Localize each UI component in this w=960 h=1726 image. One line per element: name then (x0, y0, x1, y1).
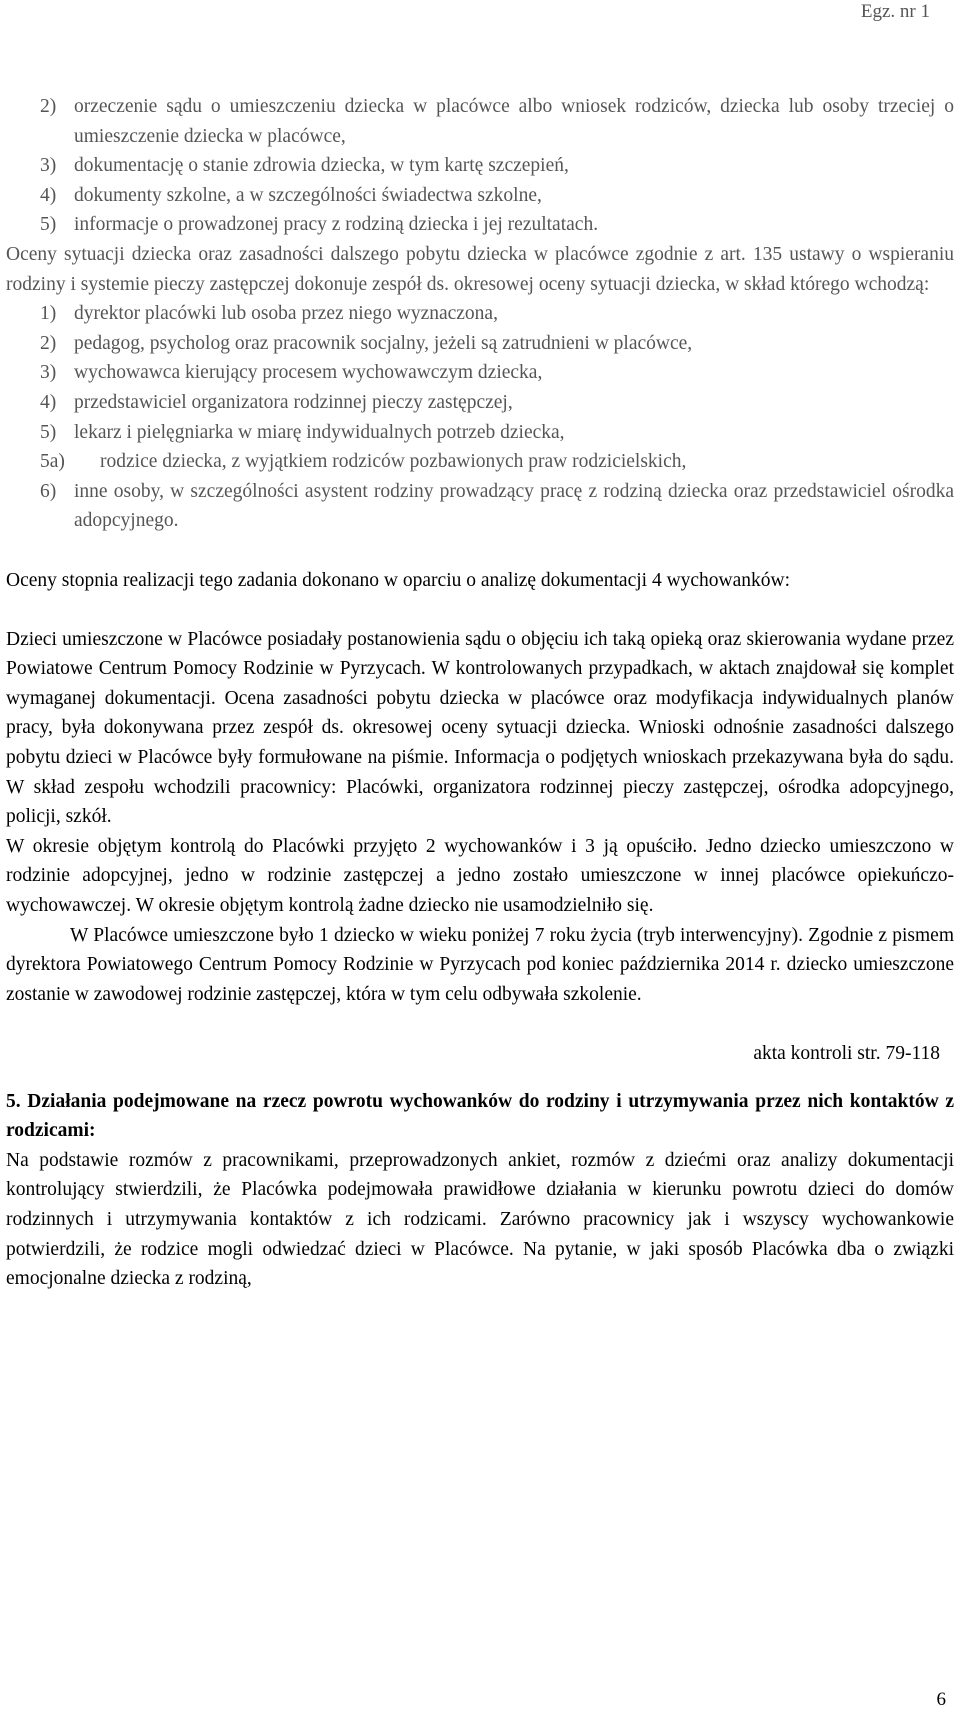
paragraph-team-assessment: Oceny sytuacji dziecka oraz zasadności dalszego pobytu dziecka w placówce zgodnie z art. 135 ustawy o wspieraniu rodziny i systemie pieczy zastępczej dokonuje zespół ds. okresowej oceny sytuacji dziecka, w skład którego wchodzą: (6, 243, 954, 295)
list-item-text: dokumentację o stanie zdrowia dziecka, w tym kartę szczepień, (74, 155, 569, 177)
list-item (6, 388, 954, 418)
list-item (6, 181, 954, 211)
paragraph-young-child: W Placówce umieszczone było 1 dziecko w wieku poniżej 7 roku życia (tryb interwencyjny). Zgodnie z pismem dyrektora Powiatowego Centrum Pomocy Rodzinie w Pyrzycach pod koniec października 2014 r. dziecko umieszczone zostanie w zawodowej rodzinie zastępczej, która w tym celu odbywała szkolenie. (6, 924, 954, 1005)
list-item-number: 5) (40, 214, 57, 236)
list-item-text: dyrektor placówki lub osoba przez niego wyznaczona, (74, 303, 498, 325)
list-item-number: 6) (40, 480, 57, 502)
list-item-number: 2) (40, 96, 57, 117)
document-body (6, 92, 954, 1294)
list-item-text: inne osoby, w szczególności asystent rodziny prowadzący pracę z rodziną dziecka oraz przedstawiciel ośrodka adopcyjnego. (74, 480, 954, 532)
list-item (6, 92, 954, 151)
list-item-number: 3) (40, 155, 57, 177)
spacer (6, 595, 954, 625)
section-5-heading: 5. Działania podejmowane na rzecz powrotu wychowanków do rodziny i utrzymywania przez nich kontaktów z rodzicami: (6, 1090, 954, 1142)
list-item-number: 1) (40, 303, 57, 325)
paragraph-admissions: W okresie objętym kontrolą do Placówki przyjęto 2 wychowanków i 3 ją opuściło. Jedno dziecko umieszczono w rodzinie adopcyjnej, jedno w rodzinie zastępczej a jedno zostało umieszczone w innej placówce opiekuńczo-wychowawczej. W okresie objętym kontrolą żadne dziecko nie usamodzielniło się. (6, 835, 954, 917)
team-members-list (6, 299, 954, 536)
list-item-text: informacje o prowadzonej pracy z rodziną dziecka i jej rezultatach. (74, 214, 599, 236)
spacer (6, 1069, 954, 1087)
list-item-text: lekarz i pielęgniarka w miarę indywidualnych potrzeb dziecka, (74, 421, 565, 443)
paragraph-analysis-scope: Oceny stopnia realizacji tego zadania dokonano w oparciu o analizę dokumentacji 4 wychowanków: (6, 569, 791, 591)
list-item-text: wychowawca kierujący procesem wychowawczym dziecka, (74, 362, 543, 384)
spacer (6, 536, 954, 566)
list-item (6, 151, 954, 181)
list-item-text: pedagog, psycholog oraz pracownik socjalny, jeżeli są zatrudnieni w placówce, (74, 332, 693, 354)
list-item-number: 4) (40, 184, 57, 206)
audit-files-reference: akta kontroli str. 79-118 (753, 1043, 940, 1064)
list-item (6, 358, 954, 388)
list-item (6, 447, 954, 477)
documents-list (6, 92, 954, 240)
list-item (6, 477, 954, 536)
copy-number-header: Egz. nr 1 (860, 1, 930, 22)
spacer (6, 1009, 954, 1039)
section-5-body: Na podstawie rozmów z pracownikami, przeprowadzonych ankiet, rozmów z dziećmi oraz analizy dokumentacji kontrolujący stwierdzili, że Placówka podejmowała prawidłowe działania w kierunku powrotu dzieci do domów rodzinnych i utrzymywania kontaktów z ich rodzicami. Zarówno pracownicy jak i wszyscy wychowankowie potwierdzili, że rodzice mogli odwiedzać dzieci w Placówce. Na pytanie, w jaki sposób Placówka dba o związki emocjonalne dziecka z rodziną, (6, 1149, 954, 1290)
list-item-text: orzeczenie sądu o umieszczeniu dziecka w placówce albo wniosek rodziców, dziecka lub osoby trzeciej o umieszczenie dziecka w placówce, (74, 96, 954, 147)
list-item (6, 299, 954, 329)
list-item (6, 418, 954, 448)
list-item (6, 210, 954, 240)
paragraph-children-placed: Dzieci umieszczone w Placówce posiadały postanowienia sądu o objęciu ich taką opieką oraz skierowania wydane przez Powiatowe Centrum Pomocy Rodzinie w Pyrzycach. W kontrolowanych przypadkach, w aktach znajdował się komplet wymaganej dokumentacji. Ocena zasadności pobytu dziecka w placówce oraz modyfikacja indywidualnych planów pracy, była dokonywana przez zespół ds. okresowej oceny sytuacji dziecka. Wnioski odnośnie zasadności dalszego pobytu dzieci w Placówce były formułowane na piśmie. Informacja o podjętych wnioskach przekazywana była do sądu. W skład zespołu wchodzili pracownicy: Placówki, organizatora rodzinnej pieczy zastępczej, ośrodka adopcyjnego, policji, szkół. (6, 628, 954, 828)
list-item-number: 2) (40, 332, 57, 354)
list-item-number: 5a) (40, 451, 65, 473)
list-item-text: dokumenty szkolne, a w szczególności świadectwa szkolne, (74, 184, 542, 206)
list-item-text: rodzice dziecka, z wyjątkiem rodziców pozbawionych praw rodzicielskich, (100, 451, 687, 473)
list-item (6, 329, 954, 359)
page-number: 6 (936, 1689, 946, 1710)
list-item-number: 4) (40, 391, 57, 413)
list-item-number: 5) (40, 421, 57, 443)
list-item-number: 3) (40, 362, 57, 384)
list-item-text: przedstawiciel organizatora rodzinnej pieczy zastępczej, (74, 391, 513, 413)
